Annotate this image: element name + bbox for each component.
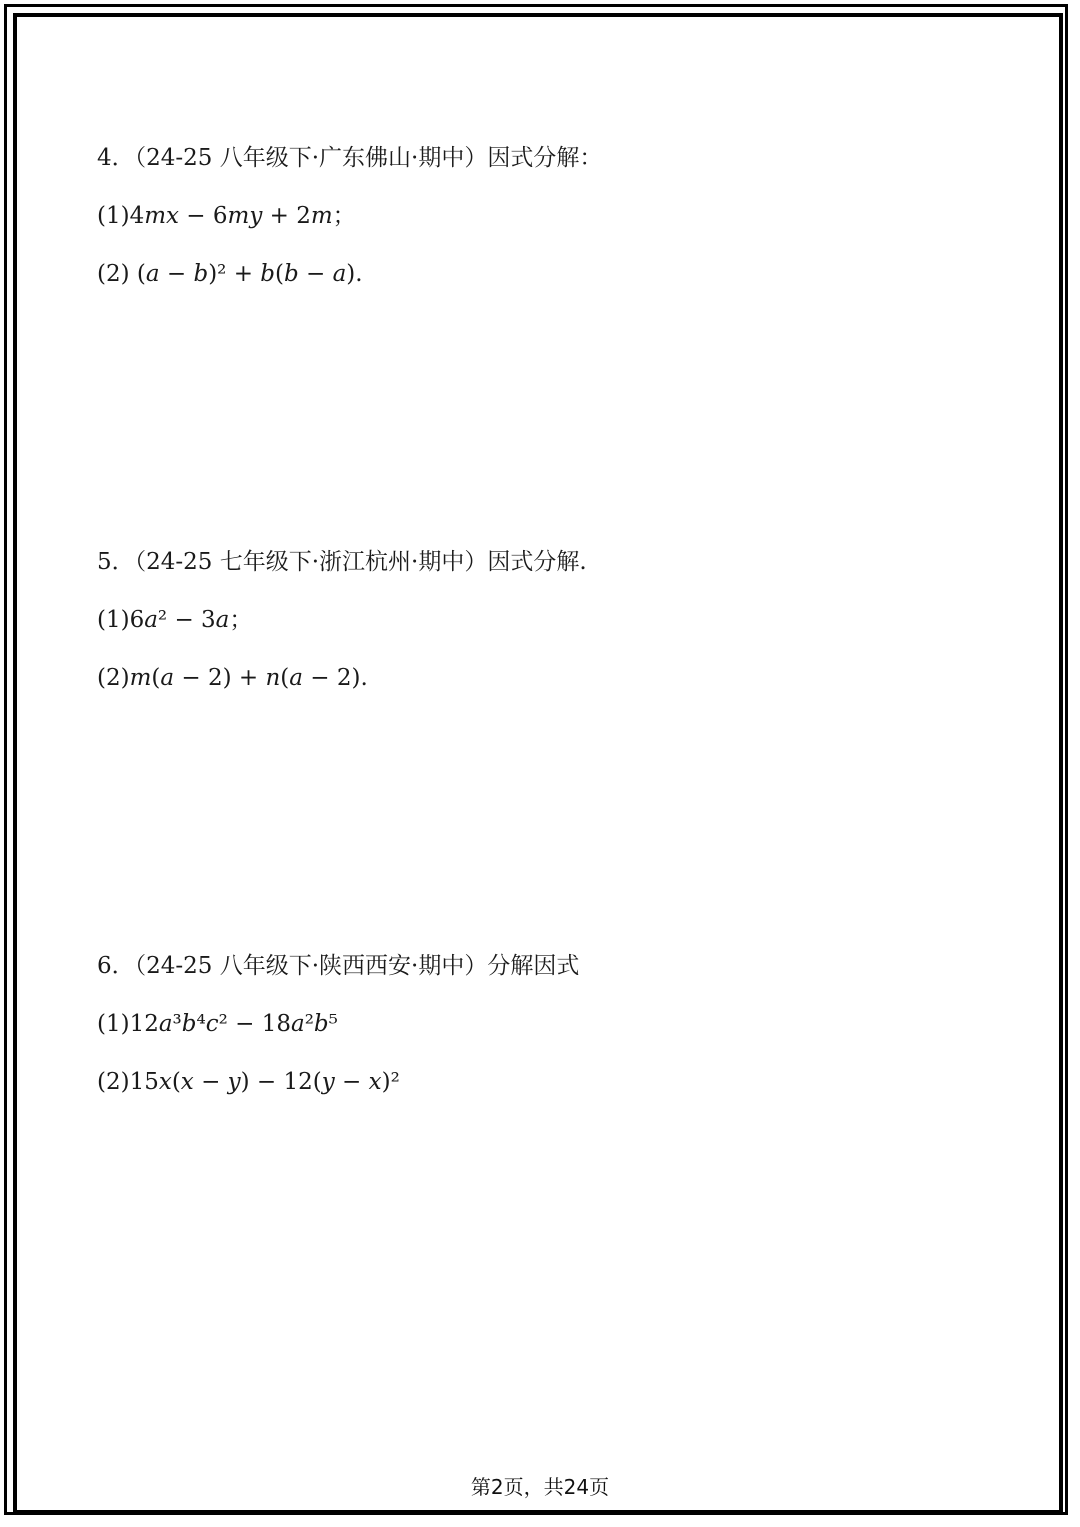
page-inner-border <box>13 13 1063 1514</box>
problem-5-part-2: (2)𝑚(𝑎 − 2) + 𝑛(𝑎 − 2). <box>97 665 368 691</box>
problem-5-part-1: (1)6𝑎² − 3𝑎； <box>97 607 253 633</box>
problem-4-heading: 4．（24-25 八年级下·广东佛山·期中）因式分解： <box>97 145 603 171</box>
problem-6-heading: 6．（24-25 八年级下·陕西西安·期中）分解因式 <box>97 953 580 979</box>
problem-4-part-2: (2) (𝑎 − 𝑏)² + 𝑏(𝑏 − 𝑎). <box>97 261 363 287</box>
problem-5-heading: 5．（24-25 七年级下·浙江杭州·期中）因式分解. <box>97 549 587 575</box>
problem-6-part-2: (2)15𝑥(𝑥 − 𝑦) − 12(𝑦 − 𝑥)² <box>97 1069 400 1095</box>
problem-4-part-1: (1)4𝑚𝑥 − 6𝑚𝑦 + 2𝑚； <box>97 203 356 229</box>
page-number: 第2页，共24页 <box>470 1475 610 1499</box>
problem-6-part-1: (1)12𝑎³𝑏⁴𝑐² − 18𝑎²𝑏⁵ <box>97 1011 338 1037</box>
